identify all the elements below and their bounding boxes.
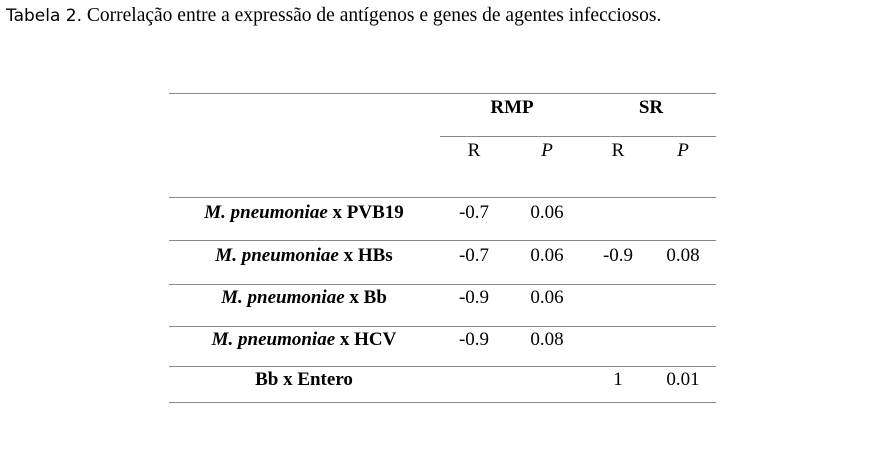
row-label-species: M. pneumoniae: [215, 245, 339, 266]
row-label: [215, 245, 392, 267]
row-label-rest: x Bb: [344, 287, 387, 308]
cell-rmp-r: -0.9: [458, 287, 490, 308]
cell-rmp-p: 0.08: [530, 329, 564, 350]
group-header-sr: SR: [638, 97, 664, 118]
row-label-species: M. pneumoniae: [221, 287, 345, 308]
cell-rmp-p: 0.06: [530, 287, 564, 308]
row-label: [204, 202, 404, 224]
cell-sr-p: 0.01: [666, 369, 700, 390]
row-label-rest: x HCV: [335, 329, 397, 350]
row-divider: [169, 284, 716, 285]
table-top-rule: [169, 93, 716, 94]
caption-label: Tabela 2.: [6, 6, 83, 26]
cell-rmp-r: -0.9: [458, 329, 490, 350]
row-label-species: M. pneumoniae: [211, 329, 336, 350]
subheader-rmp-r: R: [467, 140, 481, 161]
row-label: [255, 369, 353, 391]
subheader-sr-p: P: [677, 140, 689, 161]
cell-sr-p: 0.08: [666, 245, 700, 266]
group-header-rule: [440, 136, 716, 137]
group-header-rmp: RMP: [490, 97, 534, 118]
subheader-rmp-p: P: [541, 140, 553, 161]
row-divider: [169, 326, 716, 327]
row-label-rest: Bb x Entero: [255, 369, 353, 390]
row-divider: [169, 240, 716, 241]
header-bottom-rule: [169, 197, 716, 198]
table-caption: [6, 3, 661, 29]
cell-rmp-p: 0.06: [530, 245, 564, 266]
cell-rmp-p: 0.06: [530, 202, 564, 223]
row-label-species: M. pneumoniae: [204, 202, 328, 223]
row-divider: [169, 366, 716, 367]
subheader-sr-r: R: [611, 140, 625, 161]
cell-sr-r: -0.9: [602, 245, 634, 266]
table-bottom-rule: [169, 402, 716, 403]
row-label-rest: x HBs: [338, 245, 393, 266]
row-label: [212, 329, 397, 351]
row-label: [221, 287, 387, 309]
caption-text: Correlação entre a expressão de antígenos e genes de agentes infecciosos.: [82, 5, 662, 26]
cell-rmp-r: -0.7: [458, 202, 490, 223]
cell-sr-r: 1: [613, 369, 623, 390]
row-label-rest: x PVB19: [327, 202, 404, 223]
cell-rmp-r: -0.7: [458, 245, 490, 266]
